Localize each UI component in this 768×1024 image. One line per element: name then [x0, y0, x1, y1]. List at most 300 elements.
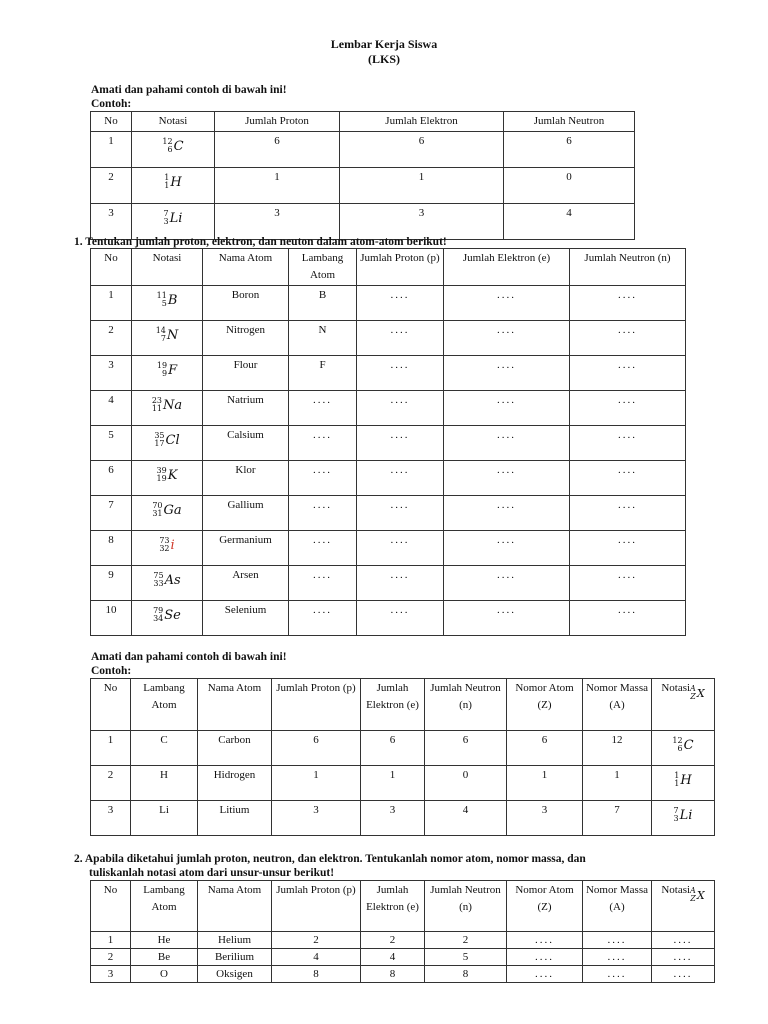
- task2-table: [90, 880, 715, 983]
- mass-number: 1: [674, 771, 680, 780]
- column-header-label: No: [103, 884, 118, 896]
- column-header-label: Jumlah Elektron (e): [462, 252, 551, 264]
- row-number: 3: [91, 356, 132, 391]
- atomic-number: 7: [160, 334, 166, 343]
- proton-answer-cell: ....: [357, 461, 444, 496]
- electron-answer-cell: ....: [444, 496, 570, 531]
- column-header: [289, 249, 357, 286]
- column-header: [91, 112, 132, 132]
- element-symbol: Li: [679, 807, 693, 823]
- notation-cell: [132, 601, 203, 636]
- atomic-number-answer-cell: ....: [507, 949, 583, 966]
- proton-answer-cell: ....: [357, 321, 444, 356]
- sec2-heading: [91, 650, 287, 678]
- symbol-cell: Li: [131, 801, 198, 836]
- proton-cell: 1: [272, 766, 361, 801]
- column-header: [652, 679, 715, 731]
- element-symbol: Na: [163, 397, 183, 413]
- column-header-label: Nama Atom: [218, 252, 273, 264]
- table-row: [91, 731, 715, 766]
- mass-number-answer-cell: ....: [583, 932, 652, 949]
- notation-cell: [132, 356, 203, 391]
- notation-cell: [132, 426, 203, 461]
- column-header: [583, 679, 652, 731]
- mass-atomic-scripts: [157, 292, 167, 308]
- atom-notation: [156, 327, 179, 343]
- proton-answer-cell: ....: [357, 531, 444, 566]
- column-header-label: Jumlah Proton: [245, 115, 309, 127]
- mass-number-cell: 1: [583, 766, 652, 801]
- column-header: [361, 679, 425, 731]
- column-header-label: Notasi: [158, 115, 188, 127]
- atomic-number: 1: [164, 181, 170, 190]
- table-row: [91, 461, 686, 496]
- mass-atomic-scripts: [164, 174, 169, 190]
- atom-name-cell: Hidrogen: [198, 766, 272, 801]
- neutron-answer-cell: ....: [570, 566, 686, 601]
- notation-cell: [132, 391, 203, 426]
- column-header-label: No: [104, 115, 118, 127]
- column-header: [272, 679, 361, 731]
- symbol-cell: ....: [289, 566, 357, 601]
- notation-cell: [132, 286, 203, 321]
- proton-answer-cell: ....: [357, 566, 444, 601]
- column-header-label: Notasi: [661, 884, 691, 896]
- atom-notation: [152, 502, 181, 518]
- row-number: 2: [91, 949, 131, 966]
- mass-atomic-scripts: [162, 138, 172, 154]
- mass-atomic-scripts: [157, 362, 167, 378]
- column-header: [504, 112, 635, 132]
- atom-name-cell: Berilium: [198, 949, 272, 966]
- notation-formula: [690, 685, 705, 702]
- row-number: 4: [91, 391, 132, 426]
- atom-notation: [162, 138, 183, 154]
- mass-atomic-scripts: [157, 467, 167, 483]
- atom-name-cell: Arsen: [203, 566, 289, 601]
- column-header-label: Notasi: [152, 252, 182, 264]
- notation-cell: [652, 801, 715, 836]
- formula-atomic: Z: [690, 894, 696, 903]
- electron-answer-cell: ....: [444, 391, 570, 426]
- neutron-cell: 0: [425, 766, 507, 801]
- atom-notation: [674, 772, 691, 788]
- column-header: [507, 881, 583, 932]
- notation-answer-cell: ....: [652, 966, 715, 983]
- column-header: [215, 112, 340, 132]
- table-row: [91, 391, 686, 426]
- column-header-label: Jumlah Neutron: [533, 115, 605, 127]
- atomic-number: 19: [156, 474, 167, 483]
- element-symbol: K: [167, 467, 178, 483]
- formula-atomic: Z: [690, 692, 696, 701]
- atomic-number: 11: [151, 404, 163, 413]
- sec1-example-label: Contoh:: [91, 98, 132, 110]
- mass-number-cell: 12: [583, 731, 652, 766]
- symbol-cell: ....: [289, 496, 357, 531]
- column-header: [361, 881, 425, 932]
- atom-name-cell: Germanium: [203, 531, 289, 566]
- notation-cell: [652, 766, 715, 801]
- formula-mass: A: [690, 886, 696, 895]
- electron-cell: 2: [361, 932, 425, 949]
- mass-number: 70: [152, 501, 163, 510]
- column-header-label: Jumlah Proton (p): [276, 884, 356, 896]
- atom-notation: [153, 572, 180, 588]
- mass-number: 75: [153, 571, 164, 580]
- column-header: [357, 249, 444, 286]
- column-header: [340, 112, 504, 132]
- element-symbol: Cl: [165, 432, 180, 448]
- column-header: [583, 881, 652, 932]
- mass-atomic-scripts: [156, 327, 166, 343]
- electron-cell: 1: [361, 766, 425, 801]
- mass-atomic-scripts: [153, 607, 163, 623]
- proton-answer-cell: ....: [357, 601, 444, 636]
- atom-name-cell: Helium: [198, 932, 272, 949]
- row-number: 3: [91, 801, 131, 836]
- row-number: 8: [91, 531, 132, 566]
- notation-formula: [690, 887, 705, 904]
- element-symbol: C: [173, 138, 184, 154]
- atomic-number-cell: 6: [507, 731, 583, 766]
- atomic-number: 3: [673, 814, 679, 823]
- column-header: [425, 881, 507, 932]
- atomic-number: 6: [677, 744, 683, 753]
- atomic-number-cell: 3: [507, 801, 583, 836]
- atom-notation: [153, 607, 181, 623]
- mass-atomic-scripts: [674, 807, 679, 823]
- element-symbol: H: [680, 772, 692, 788]
- atomic-number: 17: [154, 439, 165, 448]
- row-number: 1: [91, 731, 131, 766]
- proton-cell: 3: [215, 204, 340, 240]
- symbol-cell: ....: [289, 426, 357, 461]
- mass-number: 35: [154, 431, 165, 440]
- electron-cell: 1: [340, 168, 504, 204]
- neutron-answer-cell: ....: [570, 286, 686, 321]
- atom-name-cell: Boron: [203, 286, 289, 321]
- element-symbol: B: [167, 292, 178, 308]
- mass-atomic-scripts: [152, 502, 162, 518]
- table-row: [91, 801, 715, 836]
- symbol-cell: ....: [289, 391, 357, 426]
- mass-number: 11: [156, 291, 167, 300]
- table-row: [91, 168, 635, 204]
- atom-notation: [157, 292, 178, 308]
- column-header: [131, 679, 198, 731]
- neutron-cell: 6: [425, 731, 507, 766]
- column-header-label: Nomor Atom (Z): [515, 682, 574, 711]
- task2-instruction-line2: tuliskanlah notasi atom dari unsur-unsur berikut!: [89, 867, 335, 879]
- element-symbol: H: [170, 174, 182, 190]
- column-header-label: Nomor Atom (Z): [515, 884, 574, 913]
- sec2-instruction: Amati dan pahami contoh di bawah ini!: [91, 651, 287, 663]
- mass-number: 12: [162, 137, 173, 146]
- mass-number: 1: [164, 173, 170, 182]
- row-number: 1: [91, 932, 131, 949]
- column-header-label: Nomor Massa (A): [585, 884, 649, 913]
- electron-answer-cell: ....: [444, 426, 570, 461]
- symbol-cell: B: [289, 286, 357, 321]
- atomic-number: 33: [153, 579, 164, 588]
- column-header-label: Lambang Atom: [301, 252, 344, 281]
- mass-atomic-scripts: [164, 210, 169, 226]
- notation-cell: [132, 321, 203, 356]
- notation-cell: [132, 496, 203, 531]
- column-header-label: Jumlah Neutron (n): [584, 252, 671, 264]
- mass-number: 39: [156, 466, 167, 475]
- neutron-cell: 6: [504, 132, 635, 168]
- electron-cell: 6: [340, 132, 504, 168]
- electron-answer-cell: ....: [444, 356, 570, 391]
- column-header-label: Jumlah Proton (p): [360, 252, 440, 264]
- notation-answer-cell: ....: [652, 949, 715, 966]
- task1-heading: 1. Tentukan jumlah proton, elektron, dan neuton dalam atom-atom berikut!: [74, 236, 447, 248]
- example-table-1: [90, 111, 635, 240]
- column-header-label: Nama Atom: [207, 682, 262, 694]
- mass-atomic-scripts: [674, 772, 679, 788]
- proton-cell: 4: [272, 949, 361, 966]
- electron-answer-cell: ....: [444, 601, 570, 636]
- atom-name-cell: Calsium: [203, 426, 289, 461]
- symbol-cell: O: [131, 966, 198, 983]
- atom-notation: [154, 432, 179, 448]
- row-number: 10: [91, 601, 132, 636]
- electron-answer-cell: ....: [444, 461, 570, 496]
- atom-name-cell: Carbon: [198, 731, 272, 766]
- atomic-number: 31: [152, 509, 163, 518]
- neutron-cell: 8: [425, 966, 507, 983]
- atomic-number: 34: [153, 614, 164, 623]
- mass-atomic-scripts: [159, 537, 169, 553]
- atomic-number: 1: [674, 779, 680, 788]
- neutron-answer-cell: ....: [570, 391, 686, 426]
- notation-cell: [132, 132, 215, 168]
- column-header-label: Nama Atom: [207, 884, 262, 896]
- mass-number: 12: [672, 736, 683, 745]
- column-header-label: Jumlah Neutron (n): [430, 682, 501, 711]
- column-header: [91, 249, 132, 286]
- table-row: [91, 132, 635, 168]
- worksheet-subtitle: (LKS): [367, 52, 400, 66]
- element-symbol: Li: [169, 210, 183, 226]
- task2-heading: [74, 852, 714, 880]
- mass-number-cell: 7: [583, 801, 652, 836]
- formula-mass: A: [690, 684, 696, 693]
- proton-answer-cell: ....: [357, 391, 444, 426]
- atom-name-cell: Oksigen: [198, 966, 272, 983]
- column-header: [507, 679, 583, 731]
- row-number: 7: [91, 496, 132, 531]
- column-header-label: Lambang Atom: [143, 884, 185, 913]
- table-row: [91, 932, 715, 949]
- table-row: [91, 766, 715, 801]
- neutron-answer-cell: ....: [570, 601, 686, 636]
- row-number: 2: [91, 168, 132, 204]
- row-number: 3: [91, 204, 132, 240]
- neutron-cell: 4: [504, 204, 635, 240]
- atomic-number-answer-cell: ....: [507, 966, 583, 983]
- atomic-number: 6: [167, 145, 173, 154]
- formula-scripts: [690, 887, 696, 903]
- column-header: [132, 112, 215, 132]
- column-header: [198, 679, 272, 731]
- atom-name-cell: Flour: [203, 356, 289, 391]
- row-number: 6: [91, 461, 132, 496]
- column-header: [425, 679, 507, 731]
- column-header-label: Nomor Massa (A): [585, 682, 649, 711]
- element-symbol: N: [166, 327, 179, 343]
- column-header: [444, 249, 570, 286]
- column-header-label: Lambang Atom: [143, 682, 185, 711]
- column-header-label: Jumlah Neutron (n): [430, 884, 501, 913]
- atomic-number: 3: [163, 217, 169, 226]
- atom-name-cell: Klor: [203, 461, 289, 496]
- symbol-cell: ....: [289, 601, 357, 636]
- column-header: [131, 881, 198, 932]
- neutron-cell: 4: [425, 801, 507, 836]
- notation-cell: [132, 531, 203, 566]
- neutron-answer-cell: ....: [570, 426, 686, 461]
- example-table-2: [90, 678, 715, 836]
- table-row: [91, 286, 686, 321]
- column-header-label: No: [104, 252, 118, 264]
- electron-cell: 3: [340, 204, 504, 240]
- proton-answer-cell: ....: [357, 286, 444, 321]
- column-header: [570, 249, 686, 286]
- mass-number: 14: [155, 326, 166, 335]
- mass-number-answer-cell: ....: [583, 966, 652, 983]
- electron-answer-cell: ....: [444, 566, 570, 601]
- atom-notation: [157, 362, 177, 378]
- atom-notation: [674, 807, 693, 823]
- sec1-heading: [91, 83, 287, 111]
- electron-answer-cell: ....: [444, 286, 570, 321]
- proton-cell: 6: [215, 132, 340, 168]
- table-row: [91, 321, 686, 356]
- element-symbol: Se: [164, 607, 181, 623]
- table-row: [91, 949, 715, 966]
- notation-cell: [132, 168, 215, 204]
- symbol-cell: C: [131, 731, 198, 766]
- atom-notation: [152, 397, 182, 413]
- atom-name-cell: Nitrogen: [203, 321, 289, 356]
- atom-name-cell: Natrium: [203, 391, 289, 426]
- atom-name-cell: Selenium: [203, 601, 289, 636]
- atomic-number-cell: 1: [507, 766, 583, 801]
- atom-name-cell: Litium: [198, 801, 272, 836]
- electron-cell: 8: [361, 966, 425, 983]
- symbol-cell: F: [289, 356, 357, 391]
- formula-symbol: X: [696, 686, 705, 700]
- row-number: 2: [91, 321, 132, 356]
- atom-notation: [164, 174, 181, 190]
- atomic-number-answer-cell: ....: [507, 932, 583, 949]
- neutron-answer-cell: ....: [570, 496, 686, 531]
- proton-cell: 2: [272, 932, 361, 949]
- atomic-number: 32: [159, 544, 170, 553]
- electron-cell: 3: [361, 801, 425, 836]
- task2-instruction-line1: 2. Apabila diketahui jumlah proton, neutron, dan elektron. Tentukanlah nomor atom, nomor massa, dan: [74, 853, 586, 865]
- mass-number: 23: [151, 396, 163, 405]
- element-symbol: F: [168, 362, 178, 378]
- neutron-cell: 0: [504, 168, 635, 204]
- mass-number-answer-cell: ....: [583, 949, 652, 966]
- notation-cell: [132, 461, 203, 496]
- table-row: [91, 601, 686, 636]
- atom-notation: [159, 537, 174, 553]
- notation-cell: [652, 731, 715, 766]
- sec2-example-label: Contoh:: [91, 665, 132, 677]
- row-number: 9: [91, 566, 132, 601]
- table-row: [91, 566, 686, 601]
- element-symbol: C: [683, 737, 694, 753]
- mass-number: 73: [159, 536, 170, 545]
- notation-answer-cell: ....: [652, 932, 715, 949]
- mass-number: 7: [163, 209, 169, 218]
- column-header: [198, 881, 272, 932]
- row-number: 1: [91, 286, 132, 321]
- column-header: [91, 881, 131, 932]
- mass-atomic-scripts: [672, 737, 682, 753]
- proton-answer-cell: ....: [357, 356, 444, 391]
- symbol-cell: H: [131, 766, 198, 801]
- table-row: [91, 356, 686, 391]
- column-header: [652, 881, 715, 932]
- atomic-number: 9: [161, 369, 168, 378]
- symbol-cell: N: [289, 321, 357, 356]
- element-symbol: Ga: [163, 502, 182, 518]
- neutron-answer-cell: ....: [570, 321, 686, 356]
- table-row: [91, 966, 715, 983]
- neutron-answer-cell: ....: [570, 461, 686, 496]
- electron-cell: 6: [361, 731, 425, 766]
- neutron-answer-cell: ....: [570, 356, 686, 391]
- neutron-cell: 5: [425, 949, 507, 966]
- column-header: [91, 679, 131, 731]
- atom-notation: [672, 737, 693, 753]
- row-number: 5: [91, 426, 132, 461]
- proton-answer-cell: ....: [357, 496, 444, 531]
- atom-notation: [157, 467, 178, 483]
- symbol-cell: ....: [289, 531, 357, 566]
- table-row: [91, 496, 686, 531]
- electron-answer-cell: ....: [444, 321, 570, 356]
- column-header: [132, 249, 203, 286]
- element-symbol: As: [164, 572, 181, 588]
- notation-cell: [132, 566, 203, 601]
- proton-cell: 8: [272, 966, 361, 983]
- formula-symbol: X: [696, 888, 705, 902]
- mass-atomic-scripts: [153, 572, 163, 588]
- column-header-label: No: [103, 682, 118, 694]
- column-header-label: Notasi: [661, 682, 691, 694]
- symbol-cell: Be: [131, 949, 198, 966]
- column-header-label: Jumlah Elektron (e): [366, 682, 419, 711]
- mass-atomic-scripts: [154, 432, 164, 448]
- electron-cell: 4: [361, 949, 425, 966]
- proton-cell: 6: [272, 731, 361, 766]
- element-symbol: i: [170, 537, 175, 553]
- worksheet-title: Lembar Kerja Siswa: [330, 37, 438, 51]
- mass-number: 79: [153, 606, 164, 615]
- column-header: [203, 249, 289, 286]
- proton-cell: 1: [215, 168, 340, 204]
- atom-notation: [164, 210, 183, 226]
- column-header-label: Jumlah Proton (p): [276, 682, 356, 694]
- table-row: [91, 426, 686, 461]
